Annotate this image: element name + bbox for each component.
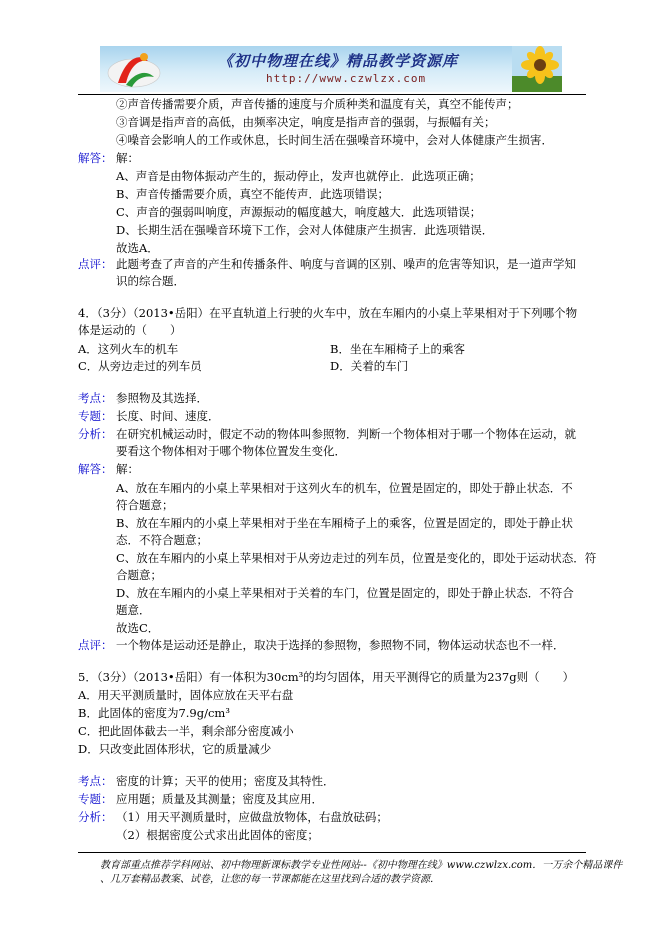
question-4-stem: 体是运动的（ ） bbox=[78, 323, 182, 337]
header-banner bbox=[100, 46, 562, 92]
comment-line: 一个物体是运动还是静止，取决于选择的参照物，参照物不同，物体运动状态也不一样． bbox=[116, 638, 565, 652]
answer-line: 解： bbox=[116, 462, 139, 476]
option-a: A．用天平测质量时，固体应放在天平右盘 bbox=[78, 688, 294, 702]
category-label: 专题： bbox=[78, 409, 113, 423]
analysis-line: （2）根据密度公式求出此固体的密度； bbox=[116, 828, 319, 842]
topic-line: 参照物及其选择． bbox=[116, 391, 208, 405]
site-logo bbox=[104, 47, 164, 91]
answer-line: 态．不符合题意； bbox=[116, 533, 208, 547]
analysis-label: 分析： bbox=[78, 427, 113, 441]
banner-title: 《初中物理在线》精品教学资源库 bbox=[218, 52, 459, 70]
sunflower-image bbox=[512, 46, 562, 92]
option-c: C．从旁边走过的列车员 bbox=[78, 359, 202, 373]
footer-line: 教育部重点推荐学科网站、初中物理新课标教学专业性网站--《初中物理在线》www.czwlzx.com．一万余个精品课件 bbox=[100, 860, 623, 871]
question-4-stem: 4．（3分）（2013•岳阳）在平直轨道上行驶的火车中，放在车厢内的小桌上苹果相对于下列哪个物 bbox=[78, 306, 578, 320]
answer-line: B、声音传播需要介质，真空不能传声．此选项错误； bbox=[116, 187, 389, 201]
topic-label: 考点： bbox=[78, 774, 113, 788]
answer-line: D、放在车厢内的小桌上苹果相对于关着的车门，位置是固定的，即处于静止状态．不符合 bbox=[116, 586, 574, 600]
answer-line: B、放在车厢内的小桌上苹果相对于坐在车厢椅子上的乘客，位置是固定的，即处于静止状 bbox=[116, 516, 573, 530]
option-a: A．这列火车的机车 bbox=[78, 342, 179, 356]
answer-line: 合题意； bbox=[116, 568, 162, 582]
analysis-line: ④噪音会影响人的工作或休息，长时间生活在强噪音环境中，会对人体健康产生损害． bbox=[116, 133, 553, 147]
category-line: 应用题；质量及其测量；密度及其应用． bbox=[116, 792, 323, 806]
answer-line: 故选C． bbox=[116, 621, 160, 635]
analysis-line: ③音调是指声音的高低，由频率决定，响度是指声音的强弱，与振幅有关； bbox=[116, 115, 496, 129]
footer-rule bbox=[78, 852, 586, 853]
option-b: B．坐在车厢椅子上的乘客 bbox=[330, 342, 465, 356]
answer-line: 解： bbox=[116, 151, 139, 165]
topic-label: 考点： bbox=[78, 391, 113, 405]
comment-label: 点评： bbox=[78, 257, 113, 271]
answer-label: 解答： bbox=[78, 462, 113, 476]
option-b: B．此固体的密度为7.9g/cm³ bbox=[78, 706, 230, 720]
analysis-line: 要看这个物体相对于哪个物体位置发生变化． bbox=[116, 444, 346, 458]
analysis-label: 分析： bbox=[78, 810, 113, 824]
analysis-line: （1）用天平测质量时，应做盘放物体，右盘放砝码； bbox=[116, 810, 388, 824]
category-label: 专题： bbox=[78, 792, 113, 806]
comment-line: 此题考查了声音的产生和传播条件、响度与音调的区别、噪声的危害等知识，是一道声学知 bbox=[116, 257, 576, 271]
option-d: D．关着的车门 bbox=[330, 359, 409, 373]
banner-url: http://www.czwlzx.com bbox=[266, 72, 427, 85]
answer-line: 题意． bbox=[116, 603, 151, 617]
analysis-line: ②声音传播需要介质，声音传播的速度与介质种类和温度有关，真空不能传声； bbox=[116, 97, 519, 111]
answer-line: A、放在车厢内的小桌上苹果相对于这列火车的机车，位置是固定的，即处于静止状态．不 bbox=[116, 481, 573, 495]
analysis-line: 在研究机械运动时，假定不动的物体叫参照物．判断一个物体相对于哪一个物体在运动，就 bbox=[116, 427, 576, 441]
answer-line: D、长期生活在强噪音环境下工作，会对人体健康产生损害．此选项错误． bbox=[116, 223, 494, 237]
topic-line: 密度的计算；天平的使用；密度及其特性． bbox=[116, 774, 335, 788]
answer-line: A、声音是由物体振动产生的，振动停止，发声也就停止．此选项正确； bbox=[116, 169, 481, 183]
category-line: 长度、时间、速度． bbox=[116, 409, 220, 423]
question-5-stem: 5．（3分）（2013•岳阳）有一体积为30cm³的均匀固体，用天平测得它的质量为237g则（ ） bbox=[78, 670, 575, 684]
option-d: D．只改变此固体形状，它的质量减少 bbox=[78, 742, 272, 756]
answer-label: 解答： bbox=[78, 151, 113, 165]
answer-line: C、放在车厢内的小桌上苹果相对于从旁边走过的列车员，位置是变化的，即处于运动状态．符 bbox=[116, 551, 597, 565]
option-c: C．把此固体截去一半，剩余部分密度减小 bbox=[78, 724, 294, 738]
answer-line: C、声音的强弱叫响度，声源振动的幅度越大，响度越大．此选项错误； bbox=[116, 205, 482, 219]
answer-line: 符合题意； bbox=[116, 498, 174, 512]
answer-line: 故选A． bbox=[116, 241, 159, 255]
comment-label: 点评： bbox=[78, 638, 113, 652]
comment-line: 识的综合题． bbox=[116, 274, 185, 288]
header-rule bbox=[78, 94, 586, 95]
footer-line: 、几万套精品教案、试卷，让您的每一节课都能在这里找到合适的教学资源． bbox=[100, 874, 440, 885]
